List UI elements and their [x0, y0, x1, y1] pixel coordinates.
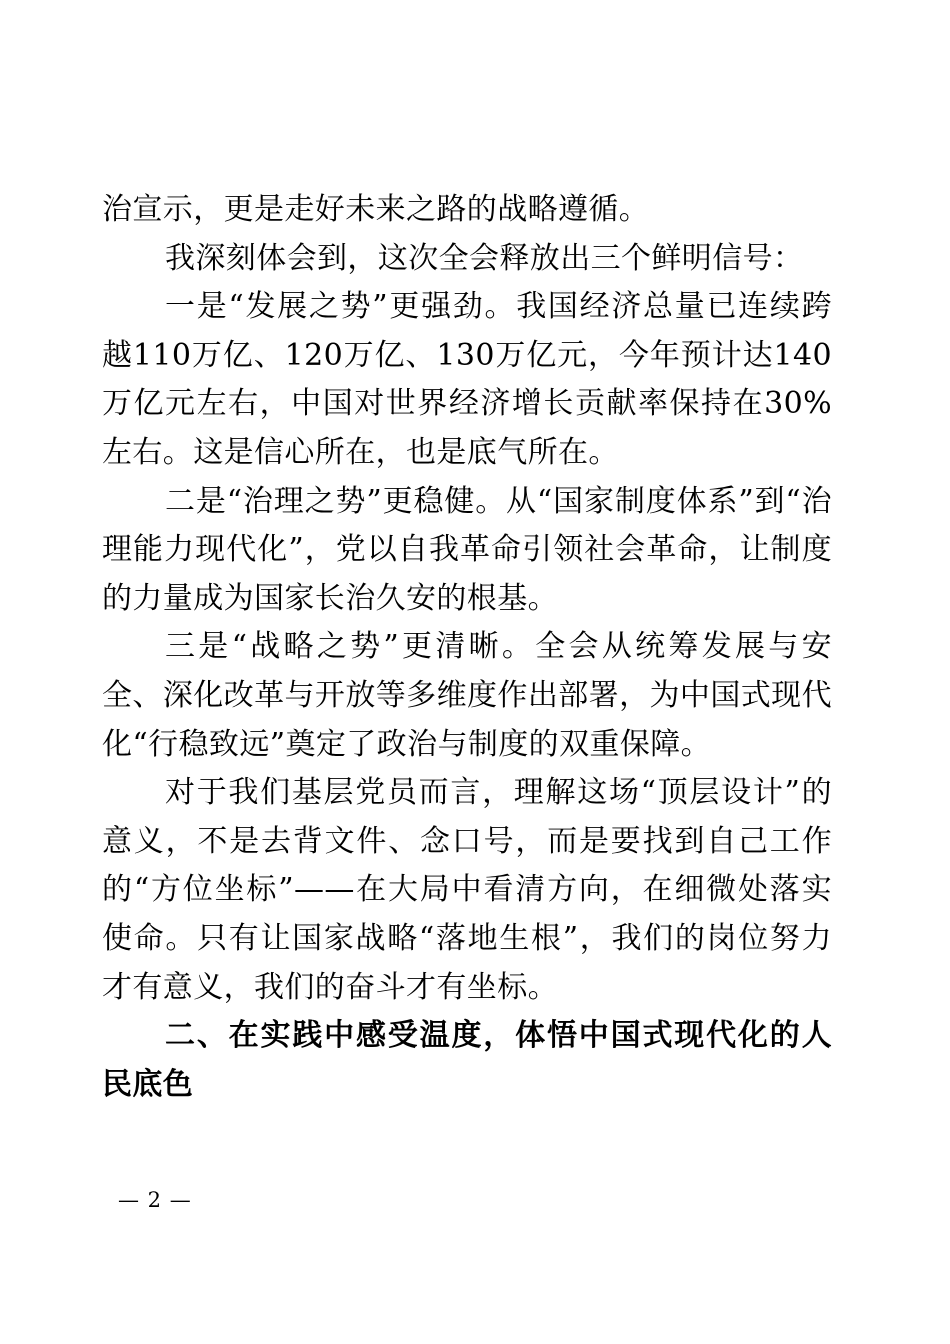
- paragraph-governance-momentum: 二是“治理之势”更稳健。从“国家制度体系”到“治理能力现代化”，党以自我革命引领社会革命，让制度的力量成为国家长治久安的根基。: [102, 483, 832, 616]
- page-number: — 2 —: [118, 1188, 192, 1212]
- paragraph-strategic-momentum: 三是“战略之势”更清晰。全会从统筹发展与安全、深化改革与开放等多维度作出部署，为中国式现代化“行稳致远”奠定了政治与制度的双重保障。: [102, 629, 832, 762]
- paragraph-three-signals-intro: 我深刻体会到，这次全会释放出三个鲜明信号：: [165, 240, 804, 276]
- document-body: [102, 186, 832, 1109]
- paragraph-continuation: 治宣示，更是走好未来之路的战略遵循。: [102, 192, 650, 227]
- paragraph-grassroots-members: 对于我们基层党员而言，理解这场“顶层设计”的意义，不是去背文件、念口号，而是要找到自己工作的“方位坐标”——在大局中看清方向，在细微处落实使命。只有让国家战略“落地生根”，我们的岗位努力才有意义，我们的奋斗才有坐标。: [102, 775, 832, 1005]
- paragraph-development-momentum: 一是“发展之势”更强劲。我国经济总量已连续跨越110万亿、120万亿、130万亿元，今年预计达140万亿元左右，中国对世界经济增长贡献率保持在30%左右。这是信心所在，也是底气所在。: [102, 289, 832, 470]
- section-heading: 二、在实践中感受温度，体悟中国式现代化的人民底色: [102, 1018, 832, 1102]
